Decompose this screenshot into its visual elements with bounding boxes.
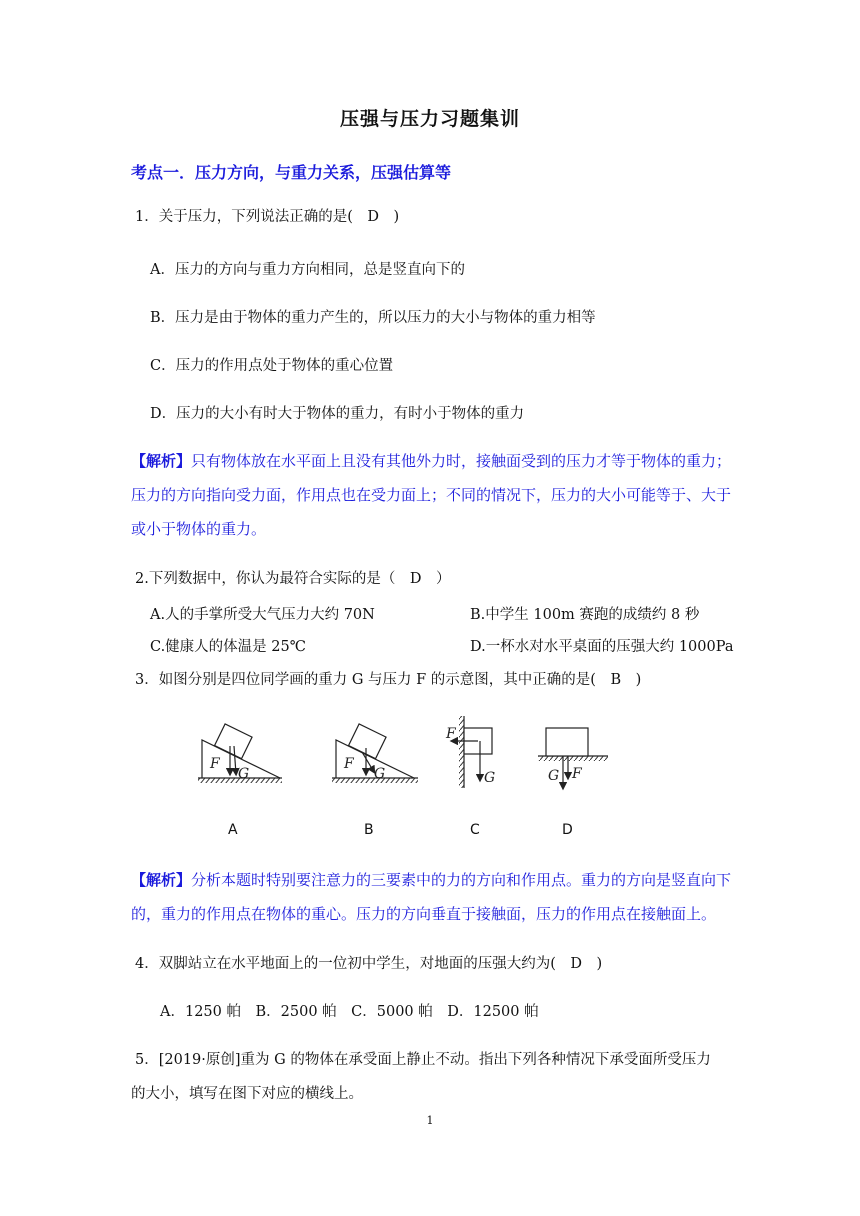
question-1-option-c: C．压力的作用点处于物体的重心位置 bbox=[150, 358, 394, 374]
question-1-analysis-line-2: 压力的方向指向受力面，作用点也在受力面上；不同的情况下，压力的大小可能等于、大于 bbox=[131, 486, 732, 504]
question-2-option-c: C.健康人的体温是 25℃ bbox=[150, 639, 306, 655]
figure-label-a: A bbox=[228, 822, 238, 838]
question-2-stem: 2.下列数据中，你认为最符合实际的是（ D ） bbox=[135, 571, 451, 587]
question-1-analysis-line-3: 或小于物体的重力。 bbox=[131, 520, 267, 538]
question-4-stem: 4．双脚站立在水平地面上的一位初中学生，对地面的压强大约为( D ) bbox=[135, 956, 603, 972]
force-label-f: F bbox=[344, 756, 354, 772]
question-5-line-2: 的大小，填写在图下对应的横线上。 bbox=[131, 1086, 363, 1102]
force-label-g: G bbox=[238, 766, 250, 782]
force-label-g: G bbox=[548, 768, 560, 784]
question-1-option-d: D．压力的大小有时大于物体的重力，有时小于物体的重力 bbox=[150, 406, 525, 422]
analysis-tag: 【解析】 bbox=[131, 871, 192, 889]
question-2-option-b: B.中学生 100m 赛跑的成绩约 8 秒 bbox=[470, 607, 700, 623]
figure-label-d: D bbox=[562, 822, 573, 838]
question-1-analysis-line-1 bbox=[131, 450, 731, 471]
question-5-line-1: 5．[2019·原创]重为 G 的物体在承受面上静止不动。指出下列各种情况下承受面所受压力 bbox=[135, 1052, 711, 1068]
diagram-a bbox=[198, 724, 282, 783]
question-1-option-a: A．压力的方向与重力方向相同，总是竖直向下的 bbox=[150, 262, 465, 278]
force-label-f: F bbox=[210, 756, 220, 772]
question-3-analysis-line-1 bbox=[131, 869, 731, 890]
question-3-stem: 3．如图分别是四位同学画的重力 G 与压力 F 的示意图，其中正确的是( B ) bbox=[135, 672, 642, 688]
analysis-tag: 【解析】 bbox=[131, 452, 192, 470]
question-4-options: A．1250 帕 B．2500 帕 C．5000 帕 D．12500 帕 bbox=[160, 1004, 539, 1020]
force-label-f: F bbox=[446, 726, 456, 742]
question-3-analysis-line-2: 的，重力的作用点在物体的重心。压力的方向垂直于接触面，压力的作用点在接触面上。 bbox=[131, 905, 717, 923]
figure-label-b: B bbox=[364, 822, 374, 838]
force-diagrams bbox=[180, 712, 620, 802]
force-label-f: F bbox=[572, 766, 582, 782]
page-title: 压强与压力习题集训 bbox=[339, 108, 520, 130]
question-2-option-d: D.一杯水对水平桌面的压强大约 1000Pa bbox=[470, 639, 734, 655]
diagram-b bbox=[332, 724, 418, 783]
force-label-g: G bbox=[484, 770, 496, 786]
question-1-option-b: B．压力是由于物体的重力产生的，所以压力的大小与物体的重力相等 bbox=[150, 310, 596, 326]
analysis-text: 分析本题时特别要注意力的三要素中的力的方向和作用点。重力的方向是竖直向下 bbox=[191, 871, 732, 889]
force-label-g: G bbox=[374, 766, 386, 782]
diagram-c bbox=[445, 716, 495, 788]
question-2-option-a: A.人的手掌所受大气压力大约 70N bbox=[150, 607, 375, 623]
page-number: 1 bbox=[426, 1114, 434, 1127]
section-heading: 考点一．压力方向，与重力关系，压强估算等 bbox=[131, 163, 452, 182]
question-1-stem: 1．关于压力，下列说法正确的是( D ) bbox=[135, 209, 400, 225]
analysis-text: 只有物体放在水平面上且没有其他外力时，接触面受到的压力才等于物体的重力； bbox=[191, 452, 732, 470]
figure-label-c: C bbox=[470, 822, 480, 838]
diagram-d bbox=[538, 728, 608, 788]
